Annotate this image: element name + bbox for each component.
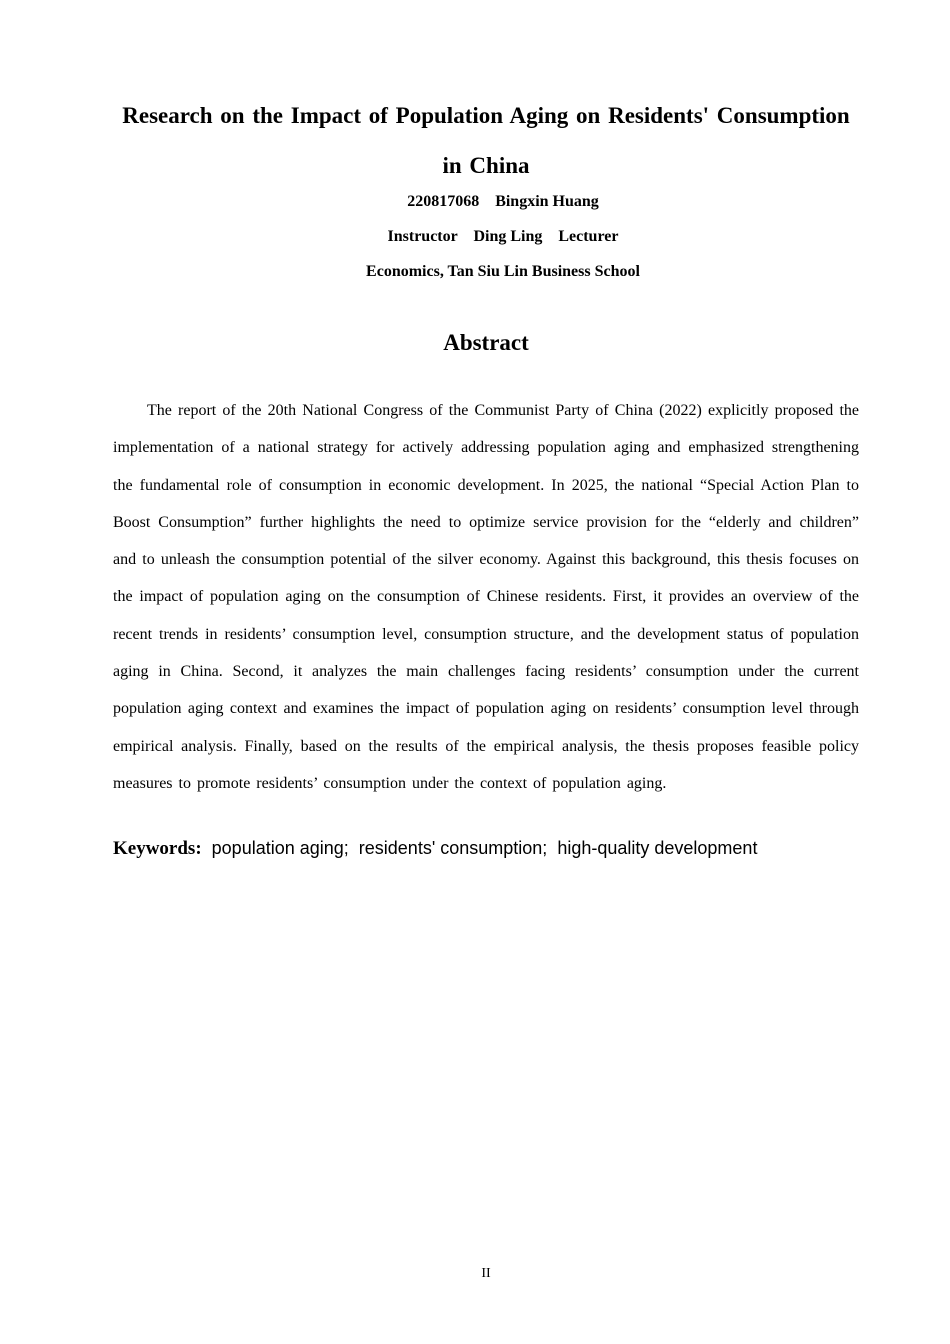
abstract-body: The report of the 20th National Congress of the Communist Party of China (2022) explicitly proposed the implementation of a national strategy for actively addressing population aging and emphasized strengthening the fundamental role of consumption in economic development. In 2025, the national “Special Action Plan to Boost Consumption” further highlights the need to optimize service provision for the “elderly and children” and to unleash the consumption potential of the silver economy. Against this background, this thesis focuses on the impact of population aging on the consumption of Chinese residents. First, it provides an overview of the recent trends in residents’ consumption level, consumption structure, and the development status of population aging in China. Second, it analyzes the main challenges facing residents’ consumption under the current population aging context and examines the impact of population aging on residents’ consumption level through empirical analysis. Finally, based on the results of the empirical analysis, the thesis proposes feasible policy measures to promote residents’ consumption under the context of population aging. <box>113 402 859 792</box>
document-title: Research on the Impact of Population Aging on Residents' Consumption in China <box>122 103 850 178</box>
affiliation-line: Economics, Tan Siu Lin Business School <box>366 263 640 280</box>
keywords-value: population aging; residents' consumption; high-quality development <box>201 838 758 858</box>
abstract-heading: Abstract <box>443 330 529 355</box>
author-line: 220817068 Bingxin Huang <box>407 193 599 210</box>
keywords-label: Keywords: <box>113 838 202 859</box>
page-number: II <box>481 1266 491 1281</box>
keywords-line <box>113 838 757 860</box>
instructor-line: Instructor Ding Ling Lecturer <box>387 228 619 245</box>
